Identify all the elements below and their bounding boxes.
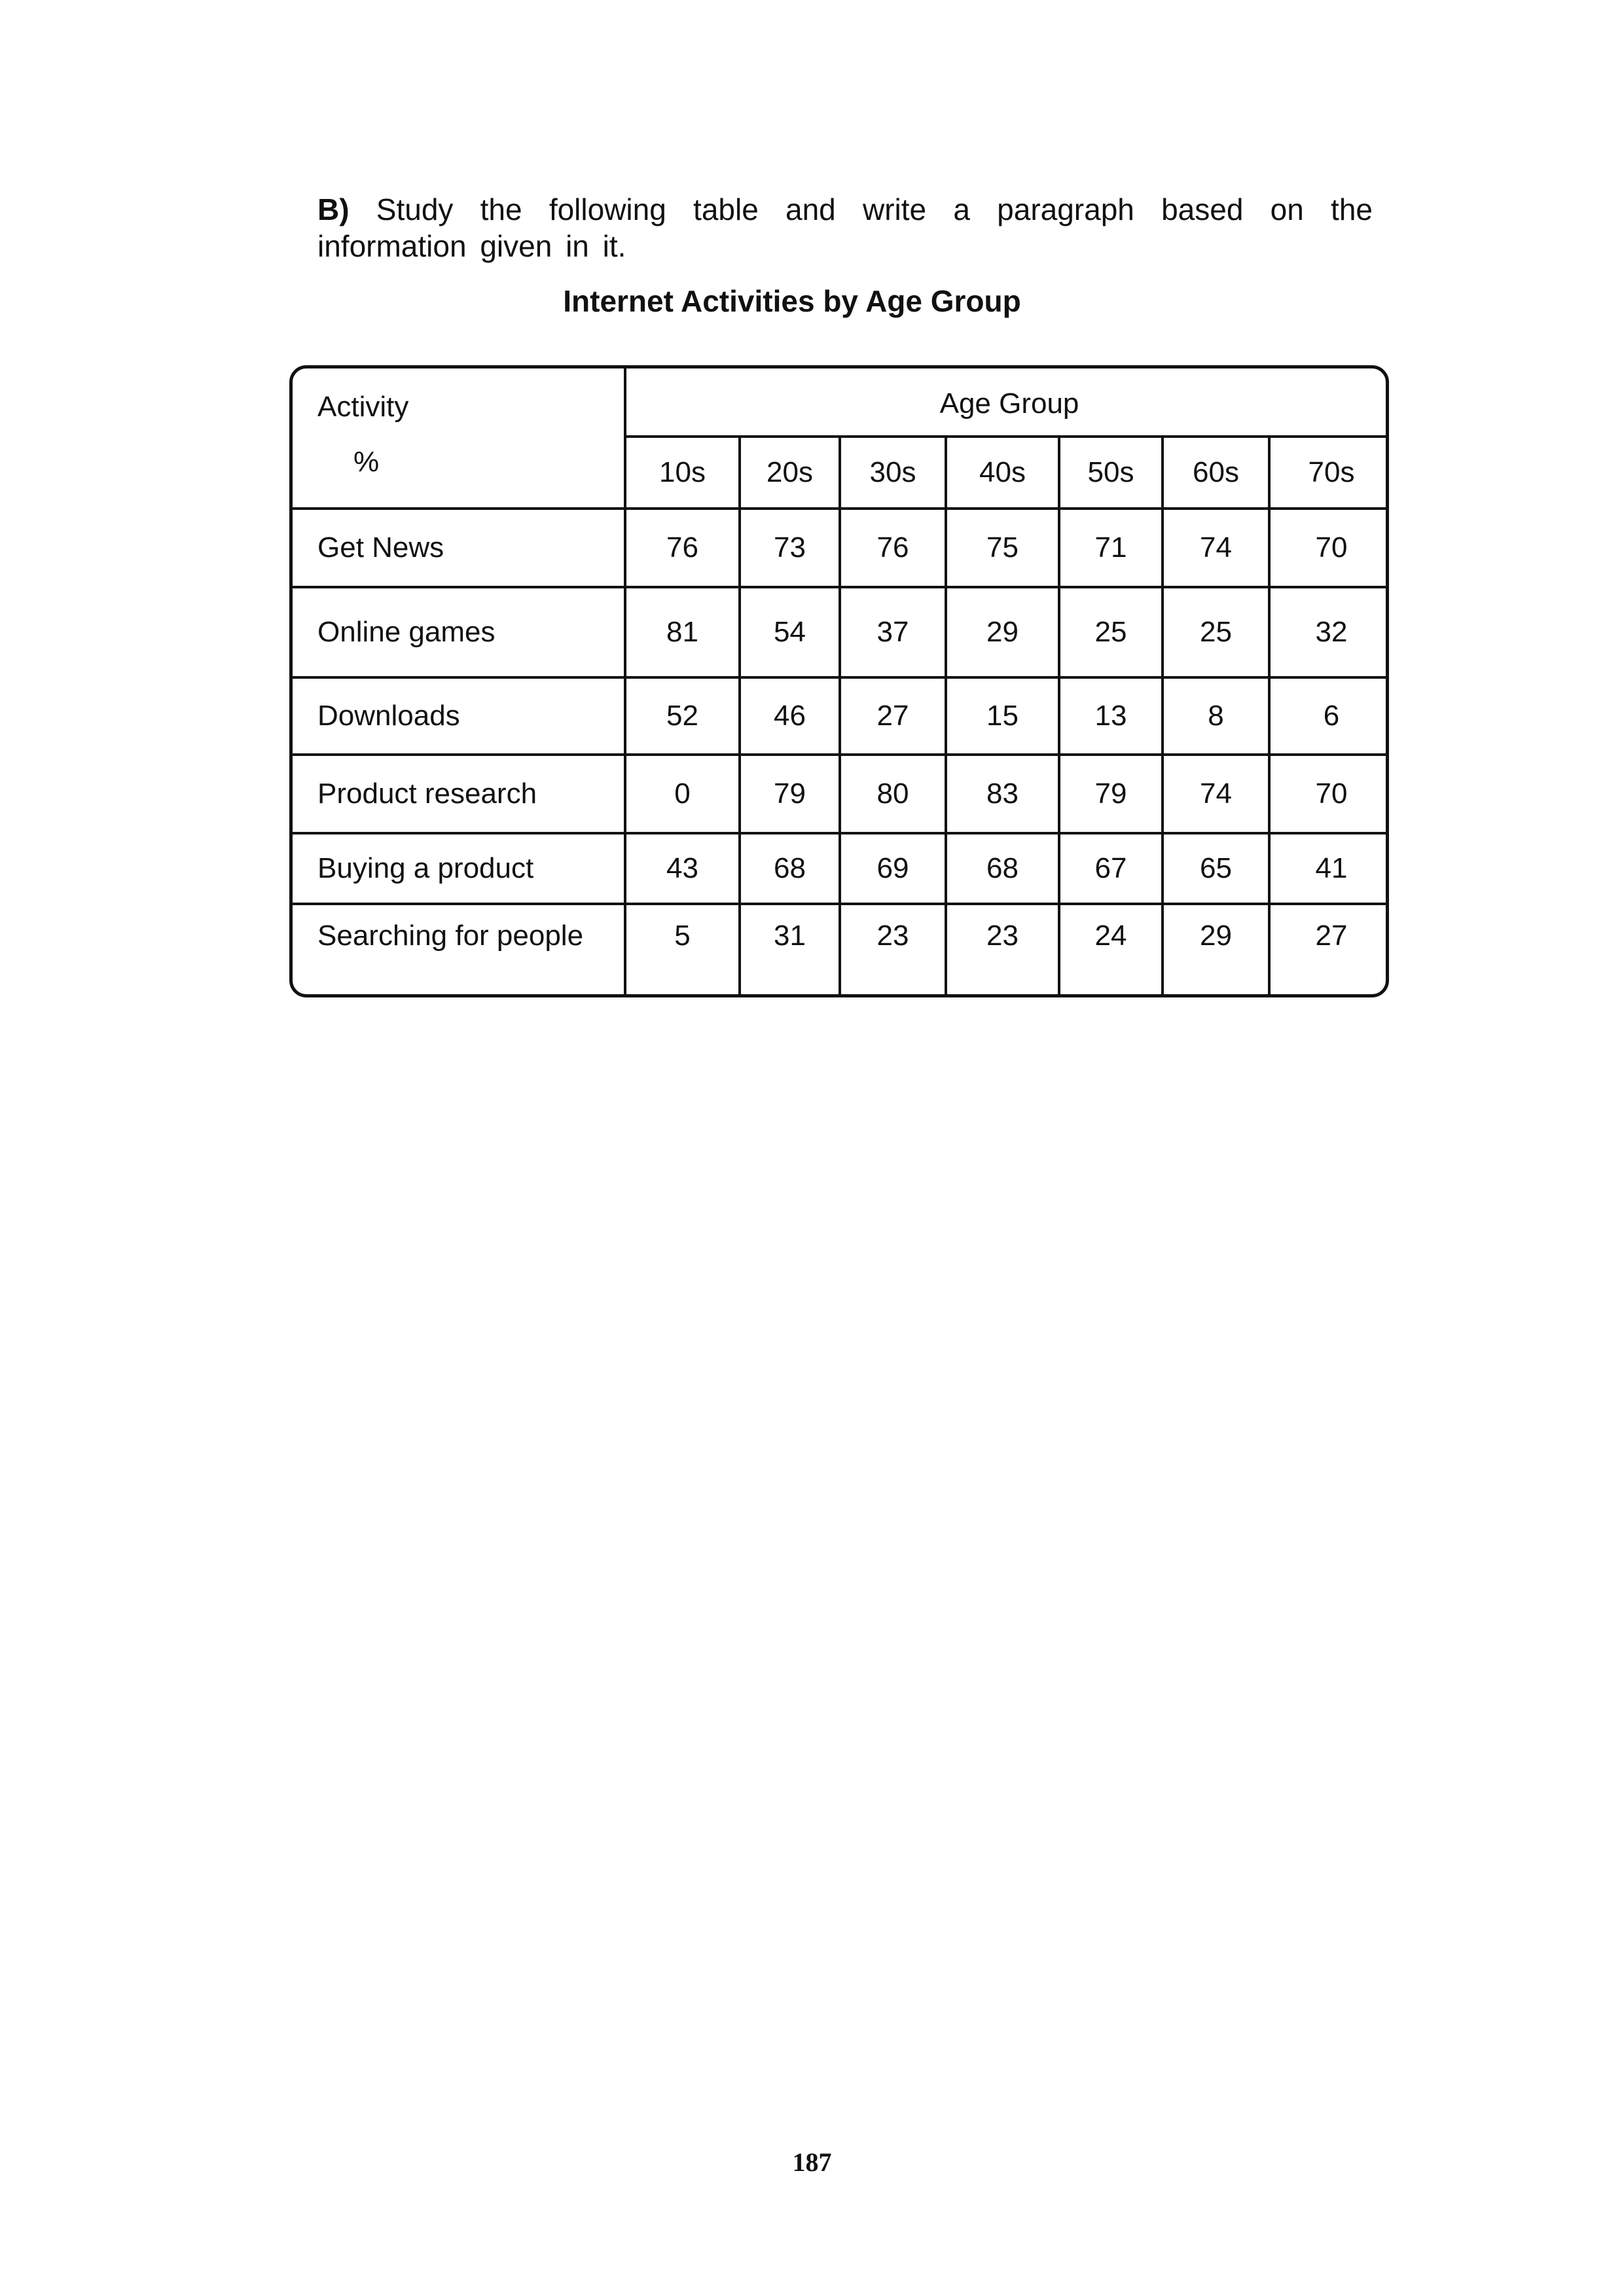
corner-cell <box>293 368 625 509</box>
value-cell: 25 <box>1059 587 1163 677</box>
column-header: 70s <box>1269 437 1389 509</box>
percent-header: % <box>353 446 380 478</box>
value-cell: 5 <box>625 904 740 994</box>
activity-cell: Get News <box>293 509 625 587</box>
instruction-text: Study the following table and write a paragraph based on the information given in it. <box>317 192 1373 263</box>
value-cell: 23 <box>946 904 1059 994</box>
value-cell: 80 <box>840 755 946 833</box>
header-row-group <box>293 368 1389 437</box>
value-cell: 37 <box>840 587 946 677</box>
value-cell: 74 <box>1163 509 1269 587</box>
value-cell: 0 <box>625 755 740 833</box>
column-header: 60s <box>1163 437 1269 509</box>
value-cell: 70 <box>1269 509 1389 587</box>
value-cell: 76 <box>625 509 740 587</box>
activity-cell: Buying a product <box>293 833 625 904</box>
activity-cell: Downloads <box>293 677 625 755</box>
value-cell: 81 <box>625 587 740 677</box>
column-header: 50s <box>1059 437 1163 509</box>
table-row <box>293 904 1389 994</box>
value-cell: 27 <box>1269 904 1389 994</box>
value-cell: 76 <box>840 509 946 587</box>
table-row <box>293 755 1389 833</box>
value-cell: 79 <box>740 755 840 833</box>
value-cell: 23 <box>840 904 946 994</box>
value-cell: 69 <box>840 833 946 904</box>
value-cell: 43 <box>625 833 740 904</box>
value-cell: 31 <box>740 904 840 994</box>
table-row <box>293 677 1389 755</box>
value-cell: 73 <box>740 509 840 587</box>
value-cell: 29 <box>1163 904 1269 994</box>
value-cell: 52 <box>625 677 740 755</box>
value-cell: 83 <box>946 755 1059 833</box>
activity-cell: Product research <box>293 755 625 833</box>
value-cell: 15 <box>946 677 1059 755</box>
value-cell: 65 <box>1163 833 1269 904</box>
value-cell: 29 <box>946 587 1059 677</box>
page-number: 187 <box>792 2147 832 2177</box>
activity-cell: Searching for people <box>293 904 625 994</box>
table-row <box>293 833 1389 904</box>
column-header: 40s <box>946 437 1059 509</box>
value-cell: 74 <box>1163 755 1269 833</box>
column-header: 10s <box>625 437 740 509</box>
column-header: 20s <box>740 437 840 509</box>
value-cell: 79 <box>1059 755 1163 833</box>
table-row <box>293 509 1389 587</box>
value-cell: 27 <box>840 677 946 755</box>
value-cell: 70 <box>1269 755 1389 833</box>
data-table <box>293 368 1389 994</box>
table-row <box>293 587 1389 677</box>
activity-cell: Online games <box>293 587 625 677</box>
column-header: 30s <box>840 437 946 509</box>
value-cell: 67 <box>1059 833 1163 904</box>
value-cell: 46 <box>740 677 840 755</box>
value-cell: 41 <box>1269 833 1389 904</box>
value-cell: 32 <box>1269 587 1389 677</box>
value-cell: 75 <box>946 509 1059 587</box>
value-cell: 71 <box>1059 509 1163 587</box>
value-cell: 13 <box>1059 677 1163 755</box>
age-group-header: Age Group <box>625 368 1389 437</box>
value-cell: 6 <box>1269 677 1389 755</box>
value-cell: 68 <box>740 833 840 904</box>
value-cell: 25 <box>1163 587 1269 677</box>
question-label: B) <box>317 192 350 226</box>
activity-header: Activity <box>317 391 409 423</box>
table-title: Internet Activities by Age Group <box>563 284 1021 318</box>
value-cell: 54 <box>740 587 840 677</box>
value-cell: 68 <box>946 833 1059 904</box>
value-cell: 24 <box>1059 904 1163 994</box>
value-cell: 8 <box>1163 677 1269 755</box>
activity-table <box>289 365 1389 997</box>
instruction-paragraph <box>317 191 1373 264</box>
